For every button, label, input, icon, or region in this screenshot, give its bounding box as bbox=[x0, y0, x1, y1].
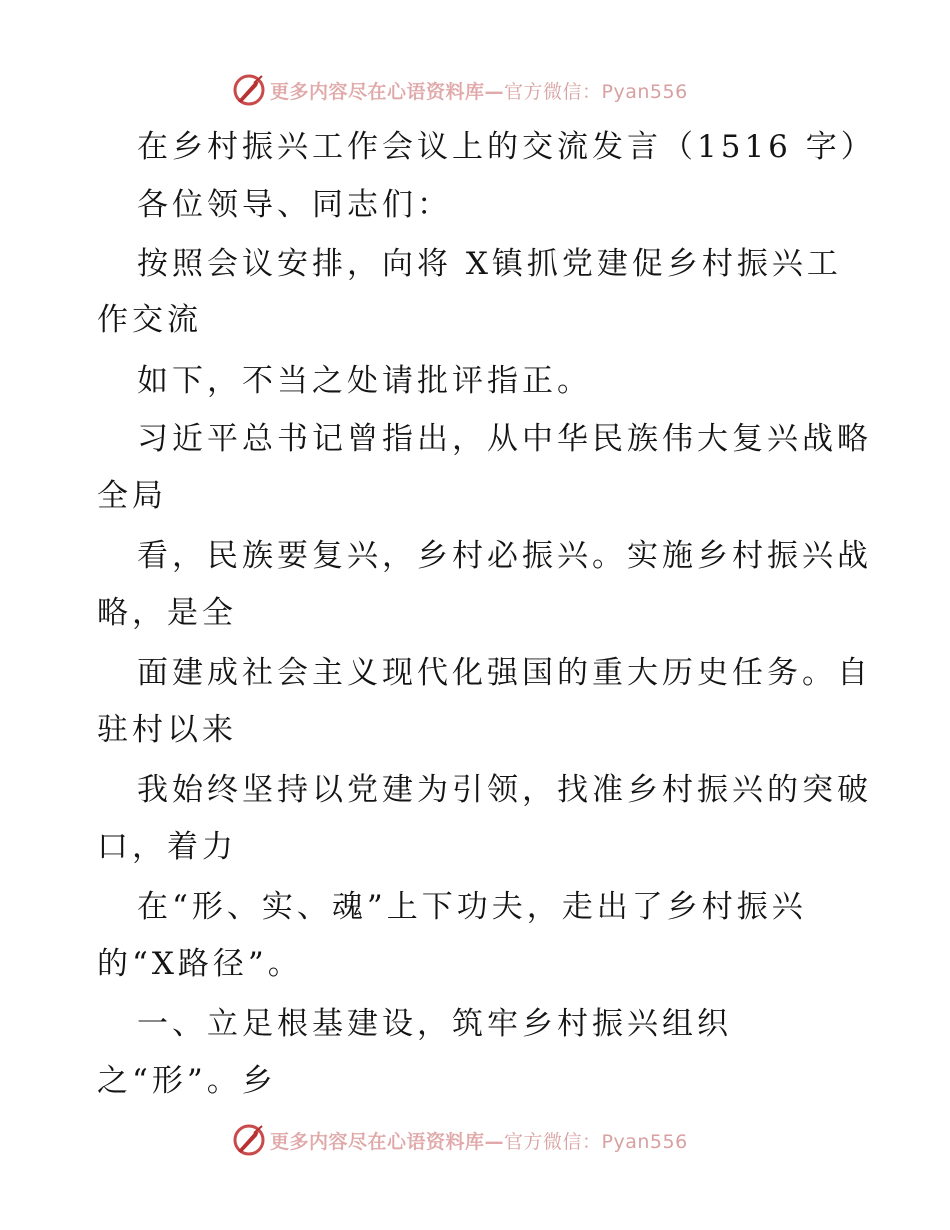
paragraph-line: 作交流 bbox=[97, 302, 202, 338]
paragraph-line: 习近平总书记曾指出，从中华民族伟大复兴战略 bbox=[137, 421, 872, 457]
paragraph-line: 面建成社会主义现代化强国的重大历史任务。自 bbox=[137, 655, 872, 691]
document-title: 在乡村振兴工作会议上的交流发言（1516 字） bbox=[137, 129, 876, 165]
quill-pen-logo-icon bbox=[232, 73, 266, 107]
paragraph-line: 口，着力 bbox=[97, 829, 237, 865]
paragraph-line: 的“X路径”。 bbox=[97, 946, 303, 982]
paragraph-line: 驻村以来 bbox=[97, 712, 237, 748]
banner-text: 更多内容尽在心语资料库—官方微信：Pyan556 bbox=[270, 1130, 688, 1153]
footer-watermark-banner bbox=[232, 1120, 688, 1160]
banner-wechat: 官方微信：Pyan556 bbox=[504, 80, 688, 103]
paragraph-line: 按照会议安排，向将 X镇抓党建促乡村振兴工 bbox=[137, 246, 842, 282]
paragraph-line: 看，民族要复兴，乡村必振兴。实施乡村振兴战 bbox=[137, 538, 872, 574]
paragraph-line: 略，是全 bbox=[97, 595, 237, 631]
salutation: 各位领导、同志们： bbox=[137, 187, 452, 223]
quill-pen-logo-icon bbox=[232, 1123, 266, 1157]
paragraph-line: 在“形、实、魂”上下功夫，走出了乡村振兴 bbox=[137, 889, 807, 925]
banner-text: 更多内容尽在心语资料库—官方微信：Pyan556 bbox=[270, 80, 688, 103]
paragraph-line: 如下，不当之处请批评指正。 bbox=[137, 363, 592, 399]
header-watermark-banner bbox=[232, 70, 688, 110]
section-heading-line: 一、立足根基建设，筑牢乡村振兴组织 bbox=[137, 1006, 732, 1042]
paragraph-line: 我始终坚持以党建为引领，找准乡村振兴的突破 bbox=[137, 772, 872, 808]
banner-wechat: 官方微信：Pyan556 bbox=[504, 1130, 688, 1153]
section-heading-line: 之“形”。乡 bbox=[97, 1063, 277, 1099]
paragraph-line: 全局 bbox=[97, 478, 167, 514]
